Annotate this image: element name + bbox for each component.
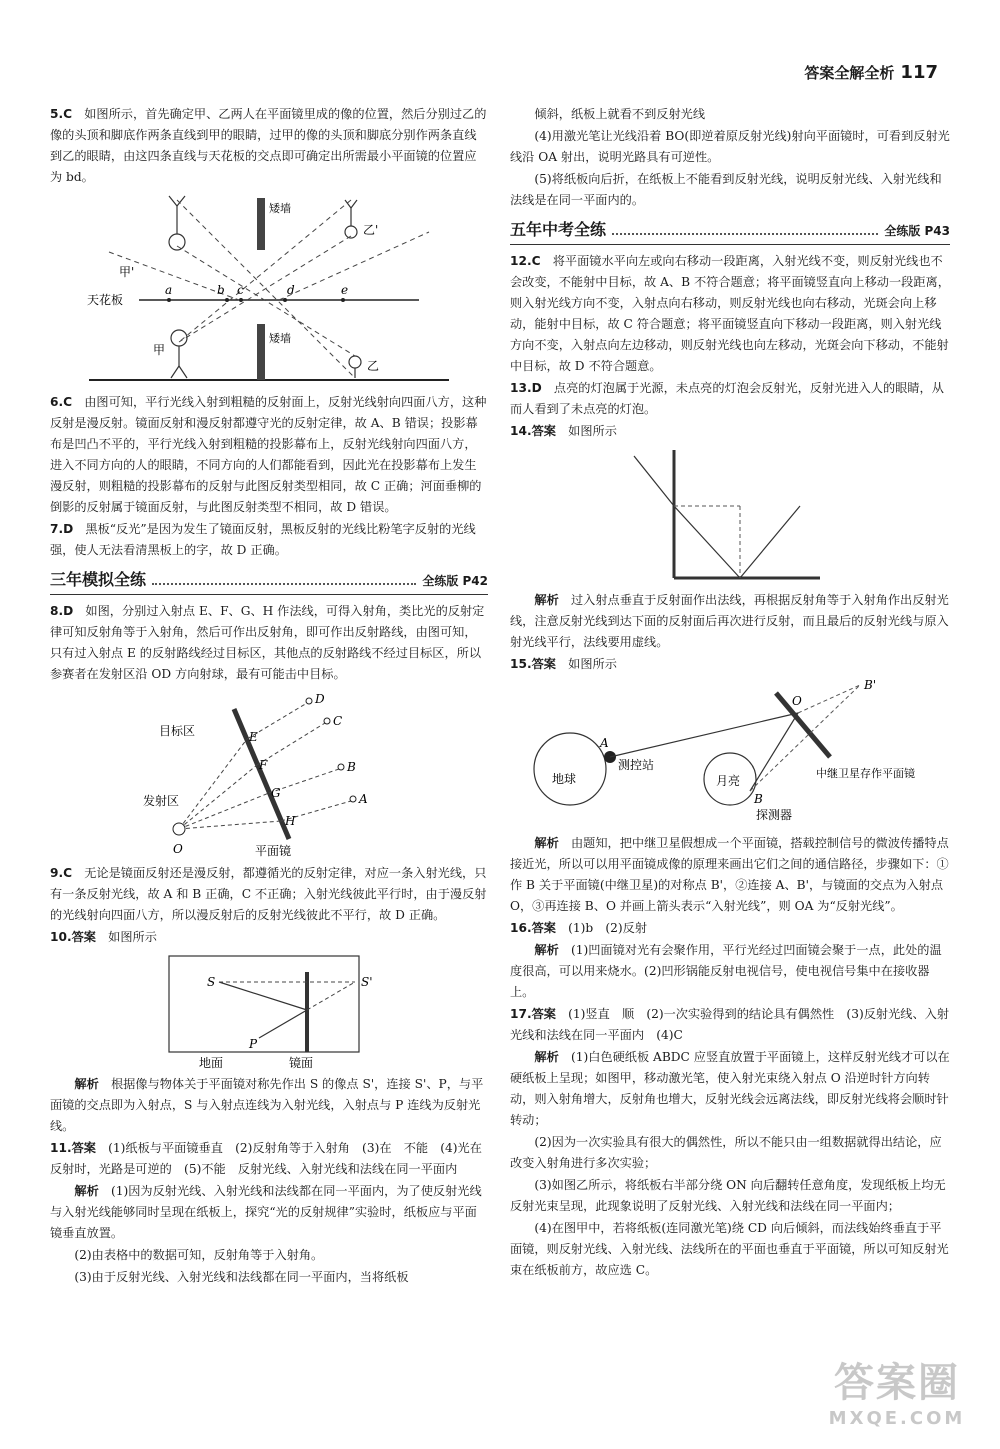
label-ground: 地面	[199, 1056, 224, 1070]
label-plane-mirror: 平面镜	[255, 844, 292, 858]
answer-7: 7.D 黑板“反光”是因为发生了镜面反射，黑板反射的光线比粉笔字反射的光线强，使人无法看清黑板上的字，故 D 正确。	[50, 522, 476, 557]
label-yi: 乙	[367, 359, 380, 373]
label-mirror-surface: 镜面	[289, 1056, 314, 1070]
answer-12: 12.C 将平面镜水平向左或向右移动一段距离，入射光线不变，则反射光线也不会改变，不能射中目标，故 A、B 不符合题意；将平面镜竖直向上移动一段距离，则入射光线方向不变，入射点向右移动，则反射光线也向右移动，光斑会向上移动，能射中目标，故 C 符合题意；将平面镜竖直向下移动一段距离，则入射光线方向不变，入射点向左边移动，则反射光线也向左移动，光斑会向下移动，不能射中目标，故 D 不符合题意。	[510, 254, 950, 373]
label-B-prime: B'	[864, 679, 877, 692]
answer-10: 10.答案 如图所示	[50, 930, 157, 944]
analysis-15: 解析 由题知，把中继卫星假想成一个平面镜，搭载控制信号的微波传播特点接近光，所以可以用平面镜成像的原理来画出它们之间的通信路径，步骤如下：①作 B 关于平面镜(中继卫星)的对称点 B'，②连接 A、B'，与镜面的交点为入射点 O，③再连接 B、O 并画上箭头表示“入射光线”，则 OA 为“反射光线”。	[510, 836, 949, 913]
continued-text-3: (5)将纸板向后折，在纸板上不能看到反射光线，说明反射光线、入射光线和法线是在同一平面内的。	[510, 172, 942, 207]
answer-11: 11.答案 (1)纸板与平面镜垂直 (2)反射角等于入射角 (3)在 不能 (4)光在反射时，光路是可逆的 (5)不能 反射光线、入射光线和法线在同一平面内	[50, 1141, 482, 1176]
figure-15	[530, 679, 930, 829]
label-b: b	[217, 283, 225, 297]
answer-16: 16.答案 (1)b (2)反射	[510, 921, 648, 935]
section-five-year: 五年中考全练 全练版 P43	[510, 219, 950, 245]
continued-text-2: (4)用激光笔让光线沿着 BO(即逆着原反射光线)射向平面镜时，可看到反射光线沿 OA 射出，说明光路具有可逆性。	[510, 129, 950, 164]
watermark-logo	[812, 1351, 982, 1429]
analysis-17-p3: (3)如图乙所示，将纸板右半部分绕 ON 向后翻转任意角度，发现纸板上均无反射光束呈现，此现象说明了反射光线、入射光线和法线在同一平面内；	[510, 1178, 946, 1213]
label-d: d	[287, 283, 295, 297]
analysis-14: 解析 过入射点垂直于反射面作出法线，再根据反射角等于入射角作出反射光线，注意反射光线到达下面的反射面后再次进行反射，而且最后的反射光线与原入射光线平行，法线要用虚线。	[510, 593, 949, 649]
analysis-10: 解析 根据像与物体关于平面镜对称先作出 S 的像点 S'，连接 S'、P，与平面镜的交点即为入射点，S 与入射点连线为入射光线，入射点与 P 连线为反射光线。	[50, 1077, 484, 1133]
label-A: A	[359, 792, 368, 806]
analysis-16: 解析 (1)凹面镜对光有会聚作用，平行光经过凹面镜会聚于一点，此处的温度很高，可以用来烧水。(2)凹形锅能反射电视信号，使电视信号集中在接收器上。	[510, 943, 942, 999]
label-relay: 中继卫星存作平面镜	[816, 767, 915, 780]
label-earth: 地球	[552, 772, 577, 786]
answer-5: 5.C 如图所示，首先确定甲、乙两人在平面镜里成的像的位置，然后分别过乙的像的头顶和脚底作两条直线到甲的眼睛，过甲的像的头顶和脚底分别作两条直线到乙的眼睛，由这四条直线与天花板的交点即可确定出所需最小平面镜的位置应为 bd。	[50, 107, 487, 184]
answer-13: 13.D 点亮的灯泡属于光源，未点亮的灯泡会反射光，反射光进入人的眼睛，从而人看到了未点亮的灯泡。	[510, 381, 944, 416]
label-O: O	[792, 694, 802, 708]
label-launch-zone: 发射区	[143, 794, 180, 808]
label-yi-prime: 乙'	[363, 223, 379, 237]
label-e: e	[341, 283, 349, 297]
continued-text-1: 倾斜，纸板上就看不到反射光线	[534, 107, 706, 121]
answer-9: 9.C 无论是镜面反射还是漫反射，都遵循光的反射定律，对应一条入射光线，只有一条反射光线，故 A 和 B 正确，C 不正确；入射光线彼此平行时，由于漫反射的光线射向四面八方，所以漫反射后的反射光线彼此不平行，故 D 正确。	[50, 866, 487, 922]
watermark-url: MXQE.COM	[828, 1408, 966, 1429]
label-moon: 月亮	[716, 774, 741, 788]
label-G: G	[271, 786, 281, 800]
right-column	[510, 104, 950, 1282]
analysis-11-p2: (2)由表格中的数据可知，反射角等于入射角。	[74, 1248, 324, 1262]
answer-6: 6.C 由图可知，平行光线入射到粗糙的反射面上，反射光线射向四面八方，这种反射是漫反射。镜面反射和漫反射都遵守光的反射定律，故 A、B 错误；投影幕布是凹凸不平的，平行光线入射到粗糙的投影幕布上，反射光线射向四面八方，进入不同方向的人的眼睛，不同方向的人们都能看到，因此光在投影幕布上发生漫反射，则粗糙的投影幕布的反射与此图反射类型相同，故 C 正确；河面垂柳的倒影的反射属于镜面反射，与此图反射类型不相同，故 D 错误。	[50, 395, 487, 514]
label-F: F	[259, 758, 268, 772]
label-A: A	[600, 736, 609, 750]
analysis-17-p2: (2)因为一次实验具有很大的偶然性，所以不能只由一组数据就得出结论，应改变入射角进行多次实验；	[510, 1135, 942, 1170]
label-wall-top: 矮墙	[269, 202, 291, 215]
analysis-11-p3: (3)由于反射光线、入射光线和法线都在同一平面内，当将纸板	[74, 1270, 409, 1284]
answer-15: 15.答案 如图所示	[510, 657, 617, 671]
label-target-zone: 目标区	[159, 724, 196, 738]
watermark-text: 答案圈	[834, 1360, 960, 1406]
label-H: H	[285, 814, 296, 828]
label-S-prime: S'	[361, 975, 373, 989]
page-header	[804, 62, 938, 83]
label-D: D	[315, 692, 325, 706]
label-jia-prime: 甲'	[119, 265, 135, 279]
label-B: B	[754, 792, 763, 806]
section-three-year: 三年模拟全练 全练版 P42	[50, 569, 488, 595]
label-B: B	[347, 760, 356, 774]
label-jia: 甲	[153, 343, 166, 357]
figure-10	[139, 952, 399, 1070]
label-O: O	[173, 842, 183, 856]
answer-17: 17.答案 (1)竖直 顺 (2)一次实验得到的结论具有偶然性 (3)反射光线、入射光线和法线在同一平面内 (4)C	[510, 1007, 950, 1042]
answer-14: 14.答案 如图所示	[510, 424, 617, 438]
analysis-17-p4: (4)在图甲中，若将纸板(连同激光笔)绕 CD 向后倾斜，而法线始终垂直于平面镜，则反射光线、入射光线、法线所在的平面也垂直于平面镜，所以可知反射光束在纸板前方，故应选 C。	[510, 1221, 949, 1277]
label-station: 测控站	[618, 758, 655, 772]
figure-8	[139, 689, 399, 859]
answer-8: 8.D 如图，分别过入射点 E、F、G、H 作法线，可得入射角，类比光的反射定律可知反射角等于入射角，然后可作出反射角，即可作出反射路线，由图可知，只有过入射点 E 的反射路线经过目标区，其他点的反射路线不经过目标区，所以参赛者在发射区沿 OD 方向射球，最有可能击中目标。	[50, 604, 485, 681]
label-C: C	[333, 714, 343, 728]
label-E: E	[249, 730, 258, 744]
figure-5	[79, 192, 459, 388]
header-title: 答案全解全析	[804, 64, 895, 82]
label-c: c	[237, 283, 244, 297]
label-S: S	[207, 975, 216, 989]
label-wall-bottom: 矮墙	[269, 332, 291, 345]
label-probe: 探测器	[756, 808, 793, 822]
label-a: a	[165, 283, 173, 297]
label-P: P	[249, 1037, 258, 1051]
page-number: 117	[900, 62, 938, 83]
left-column	[50, 104, 488, 1289]
analysis-11: 解析 (1)因为反射光线、入射光线和法线都在同一平面内，为了使反射光线与入射光线能够同时呈现在纸板上，探究“光的反射规律”实验时，纸板应与平面镜垂直放置。	[50, 1184, 482, 1240]
figure-14	[630, 446, 830, 586]
label-ceiling: 天花板	[87, 293, 124, 307]
analysis-17: 解析 (1)白色硬纸板 ABDC 应竖直放置于平面镜上，这样反射光线才可以在硬纸板上呈现；如图甲，移动激光笔，使入射光束绕入射点 O 沿逆时针方向转动，则入射角增大，反射角也增大，反射光线会远离法线，即反射光线将会顺时针转动；	[510, 1050, 950, 1127]
